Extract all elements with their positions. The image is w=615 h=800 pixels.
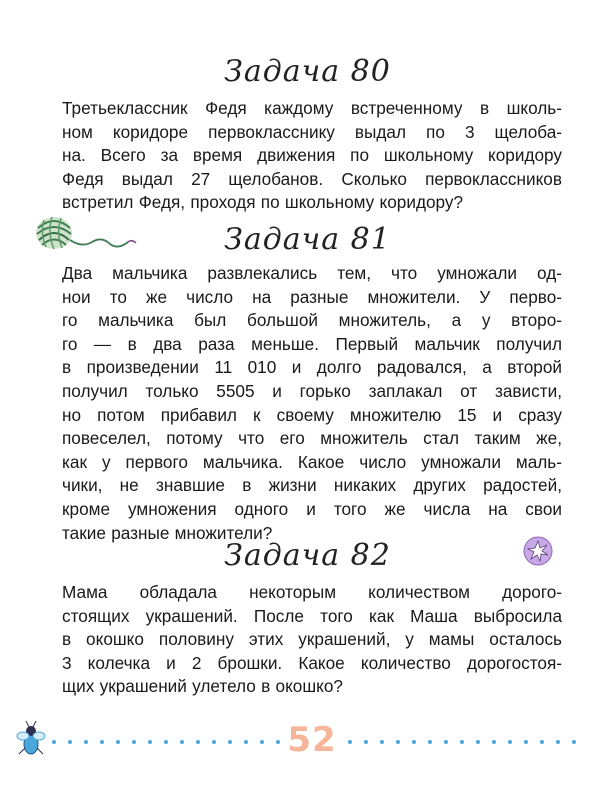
text-line: щих украшений улетело в окошко? xyxy=(62,676,343,697)
footer-dots-right xyxy=(348,740,576,744)
text-line: Мама обладала некоторым количеством дорого- xyxy=(62,582,562,602)
text-line: такие разные множители? xyxy=(62,522,273,543)
text-line: Третьеклассник Федя каждому встреченному в школь- xyxy=(62,98,562,118)
problem-80-text xyxy=(62,97,562,215)
footer-dots-left xyxy=(52,740,280,744)
text-line: на. Всего за время движения по школьному коридору xyxy=(62,145,562,166)
fly-bug-icon xyxy=(14,718,48,758)
text-line: но потом прибавил к своему множителю 15 и сразу xyxy=(62,404,562,425)
problem-81-title: Задача 81 xyxy=(224,222,391,257)
problem-82-text xyxy=(62,581,562,699)
text-line: го — в два раза меньше. Первый мальчик получил xyxy=(62,333,562,354)
text-line: в произведении 11 010 и долго радовался, а второй xyxy=(62,357,562,378)
problem-80-title: Задача 80 xyxy=(224,54,391,89)
page-number: 52 xyxy=(287,720,337,760)
text-line: 3 колечка и 2 брошки. Какое количество дорогостоя- xyxy=(62,652,562,673)
text-line: получил только 5505 и горько заплакал от зависти, xyxy=(62,380,562,401)
text-line: как у первого мальчика. Какое число умножали маль- xyxy=(62,451,562,472)
problem-81-text xyxy=(62,262,562,545)
text-line: повеселел, потому что его множитель стал таким же, xyxy=(62,428,562,449)
text-line: стоящих украшений. После того как Маша выбросила xyxy=(62,605,562,626)
problem-82-title: Задача 82 xyxy=(224,538,391,573)
text-line: ном коридоре первокласснику выдал по 3 щелоба- xyxy=(62,121,562,142)
text-line: Федя выдал 27 щелобанов. Сколько первоклассников xyxy=(62,168,562,189)
text-line: Два мальчика развлекались тем, что умножали од- xyxy=(62,263,562,283)
text-line: в окошко половину этих украшений, у мамы осталось xyxy=(62,629,562,650)
starburst-badge-icon xyxy=(523,536,553,566)
text-line: кроме умножения одного и того же числа на свои xyxy=(62,498,562,519)
text-line: нои то же число на разные множители. У перво- xyxy=(62,286,562,307)
text-line: го мальчика был большой множитель, а у второ- xyxy=(62,310,562,331)
text-line: встретил Федя, проходя по школьному коридору? xyxy=(62,192,464,213)
text-line: чики, не знавшие в жизни никаких других радостей, xyxy=(62,475,562,496)
